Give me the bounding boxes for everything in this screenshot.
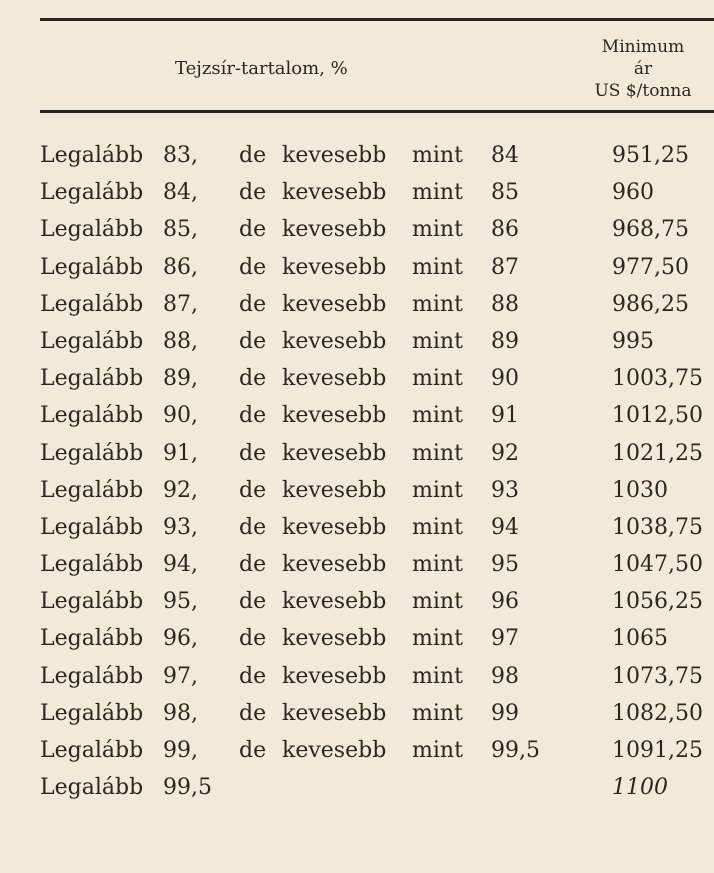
row-mint-text: mint (412, 440, 463, 466)
row-lead-text: Legalább (40, 366, 144, 392)
table-row (0, 137, 714, 174)
row-kevesebb-text: kevesebb (282, 403, 387, 429)
row-lead-text: Legalább (40, 403, 144, 429)
row-de-text: de (239, 514, 267, 540)
row-lower-bound: 93, (163, 514, 198, 540)
row-kevesebb-text: kevesebb (282, 366, 387, 392)
table-row (0, 769, 714, 806)
row-lower-bound: 99, (163, 738, 198, 763)
row-kevesebb-text: kevesebb (282, 514, 387, 540)
row-lead-text: Legalább (40, 291, 144, 317)
table-row (0, 546, 714, 583)
row-kevesebb-text: kevesebb (282, 738, 387, 763)
row-lower-bound: 90, (163, 403, 198, 429)
min-price-header (572, 36, 714, 102)
row-mint-text: mint (412, 403, 463, 429)
row-lower-bound: 99,5 (163, 775, 212, 801)
row-lead-text: Legalább (40, 254, 144, 280)
row-lead-text: Legalább (40, 552, 144, 578)
row-lead-text: Legalább (40, 738, 144, 763)
row-mint-text: mint (412, 700, 463, 726)
row-lower-bound: 91, (163, 440, 198, 466)
row-kevesebb-text: kevesebb (282, 477, 387, 503)
row-upper-bound: 87 (491, 254, 519, 280)
row-kevesebb-text: kevesebb (282, 700, 387, 726)
row-de-text: de (239, 217, 267, 243)
row-price: 1100 (612, 775, 668, 801)
row-mint-text: mint (412, 589, 463, 615)
row-de-text: de (239, 440, 267, 466)
row-upper-bound: 99,5 (491, 738, 540, 763)
row-mint-text: mint (412, 217, 463, 243)
row-price: 1038,75 (612, 514, 703, 540)
table-row (0, 360, 714, 397)
table-row (0, 620, 714, 657)
row-lower-bound: 94, (163, 552, 198, 578)
row-upper-bound: 89 (491, 328, 519, 354)
row-lower-bound: 84, (163, 180, 198, 206)
row-upper-bound: 94 (491, 514, 519, 540)
row-mint-text: mint (412, 477, 463, 503)
row-price: 1003,75 (612, 366, 703, 392)
row-price: 977,50 (612, 254, 689, 280)
row-price: 986,25 (612, 291, 689, 317)
min-price-header-line3: US $/tonna (594, 81, 692, 101)
row-mint-text: mint (412, 143, 463, 168)
row-mint-text: mint (412, 291, 463, 317)
table-row (0, 658, 714, 695)
row-lower-bound: 97, (163, 663, 198, 689)
row-de-text: de (239, 477, 267, 503)
row-lead-text: Legalább (40, 626, 144, 652)
row-price: 1030 (612, 477, 668, 503)
table-row (0, 249, 714, 286)
row-upper-bound: 95 (491, 552, 519, 578)
table-row (0, 286, 714, 323)
row-lead-text: Legalább (40, 328, 144, 354)
row-price: 1021,25 (612, 440, 703, 466)
row-de-text: de (239, 663, 267, 689)
table-row (0, 472, 714, 509)
row-lead-text: Legalább (40, 217, 144, 243)
table-row (0, 211, 714, 248)
table-row (0, 583, 714, 620)
row-de-text: de (239, 552, 267, 578)
row-mint-text: mint (412, 552, 463, 578)
row-kevesebb-text: kevesebb (282, 552, 387, 578)
row-kevesebb-text: kevesebb (282, 291, 387, 317)
table-row (0, 732, 714, 769)
row-lower-bound: 92, (163, 477, 198, 503)
row-de-text: de (239, 180, 267, 206)
row-mint-text: mint (412, 738, 463, 763)
row-kevesebb-text: kevesebb (282, 626, 387, 652)
min-price-header-line1: Minimum (601, 37, 685, 57)
row-upper-bound: 84 (491, 143, 519, 168)
row-mint-text: mint (412, 366, 463, 392)
row-price: 995 (612, 328, 654, 354)
table-row (0, 174, 714, 211)
top-rule (40, 18, 714, 21)
price-table-body (0, 137, 714, 806)
row-price: 1065 (612, 626, 668, 652)
row-upper-bound: 90 (491, 366, 519, 392)
fat-content-header: Tejzsír-tartalom, % (175, 58, 348, 79)
row-lead-text: Legalább (40, 589, 144, 615)
row-price: 1091,25 (612, 738, 703, 763)
row-upper-bound: 98 (491, 663, 519, 689)
row-lower-bound: 96, (163, 626, 198, 652)
row-price: 960 (612, 180, 654, 206)
row-price: 1073,75 (612, 663, 703, 689)
row-de-text: de (239, 366, 267, 392)
row-de-text: de (239, 291, 267, 317)
row-lead-text: Legalább (40, 180, 144, 206)
row-mint-text: mint (412, 626, 463, 652)
row-lower-bound: 88, (163, 328, 198, 354)
row-lead-text: Legalább (40, 514, 144, 540)
row-de-text: de (239, 403, 267, 429)
row-lead-text: Legalább (40, 700, 144, 726)
row-upper-bound: 85 (491, 180, 519, 206)
row-de-text: de (239, 738, 267, 763)
row-upper-bound: 99 (491, 700, 519, 726)
row-lead-text: Legalább (40, 775, 144, 801)
header-rule (40, 110, 714, 113)
row-upper-bound: 97 (491, 626, 519, 652)
row-kevesebb-text: kevesebb (282, 217, 387, 243)
table-row (0, 509, 714, 546)
row-kevesebb-text: kevesebb (282, 180, 387, 206)
row-de-text: de (239, 254, 267, 280)
row-lower-bound: 87, (163, 291, 198, 317)
row-price: 968,75 (612, 217, 689, 243)
row-lower-bound: 85, (163, 217, 198, 243)
row-mint-text: mint (412, 180, 463, 206)
row-lower-bound: 83, (163, 143, 198, 168)
row-mint-text: mint (412, 663, 463, 689)
row-price: 1047,50 (612, 552, 703, 578)
row-mint-text: mint (412, 328, 463, 354)
row-de-text: de (239, 328, 267, 354)
row-upper-bound: 93 (491, 477, 519, 503)
row-price: 1012,50 (612, 403, 703, 429)
row-upper-bound: 96 (491, 589, 519, 615)
row-lead-text: Legalább (40, 663, 144, 689)
row-upper-bound: 91 (491, 403, 519, 429)
row-de-text: de (239, 626, 267, 652)
row-upper-bound: 92 (491, 440, 519, 466)
row-de-text: de (239, 589, 267, 615)
row-price: 1082,50 (612, 700, 703, 726)
row-kevesebb-text: kevesebb (282, 143, 387, 168)
row-kevesebb-text: kevesebb (282, 440, 387, 466)
min-price-header-line2: ár (633, 59, 653, 79)
row-lower-bound: 95, (163, 589, 198, 615)
row-kevesebb-text: kevesebb (282, 663, 387, 689)
row-mint-text: mint (412, 254, 463, 280)
table-row (0, 695, 714, 732)
row-lead-text: Legalább (40, 440, 144, 466)
row-mint-text: mint (412, 514, 463, 540)
row-de-text: de (239, 143, 267, 168)
row-upper-bound: 88 (491, 291, 519, 317)
row-de-text: de (239, 700, 267, 726)
row-lower-bound: 89, (163, 366, 198, 392)
table-row (0, 435, 714, 472)
row-kevesebb-text: kevesebb (282, 254, 387, 280)
row-price: 1056,25 (612, 589, 703, 615)
row-upper-bound: 86 (491, 217, 519, 243)
row-kevesebb-text: kevesebb (282, 589, 387, 615)
row-price: 951,25 (612, 143, 689, 168)
row-kevesebb-text: kevesebb (282, 328, 387, 354)
table-row (0, 323, 714, 360)
table-row (0, 397, 714, 434)
row-lead-text: Legalább (40, 477, 144, 503)
row-lead-text: Legalább (40, 143, 144, 168)
row-lower-bound: 86, (163, 254, 198, 280)
row-lower-bound: 98, (163, 700, 198, 726)
